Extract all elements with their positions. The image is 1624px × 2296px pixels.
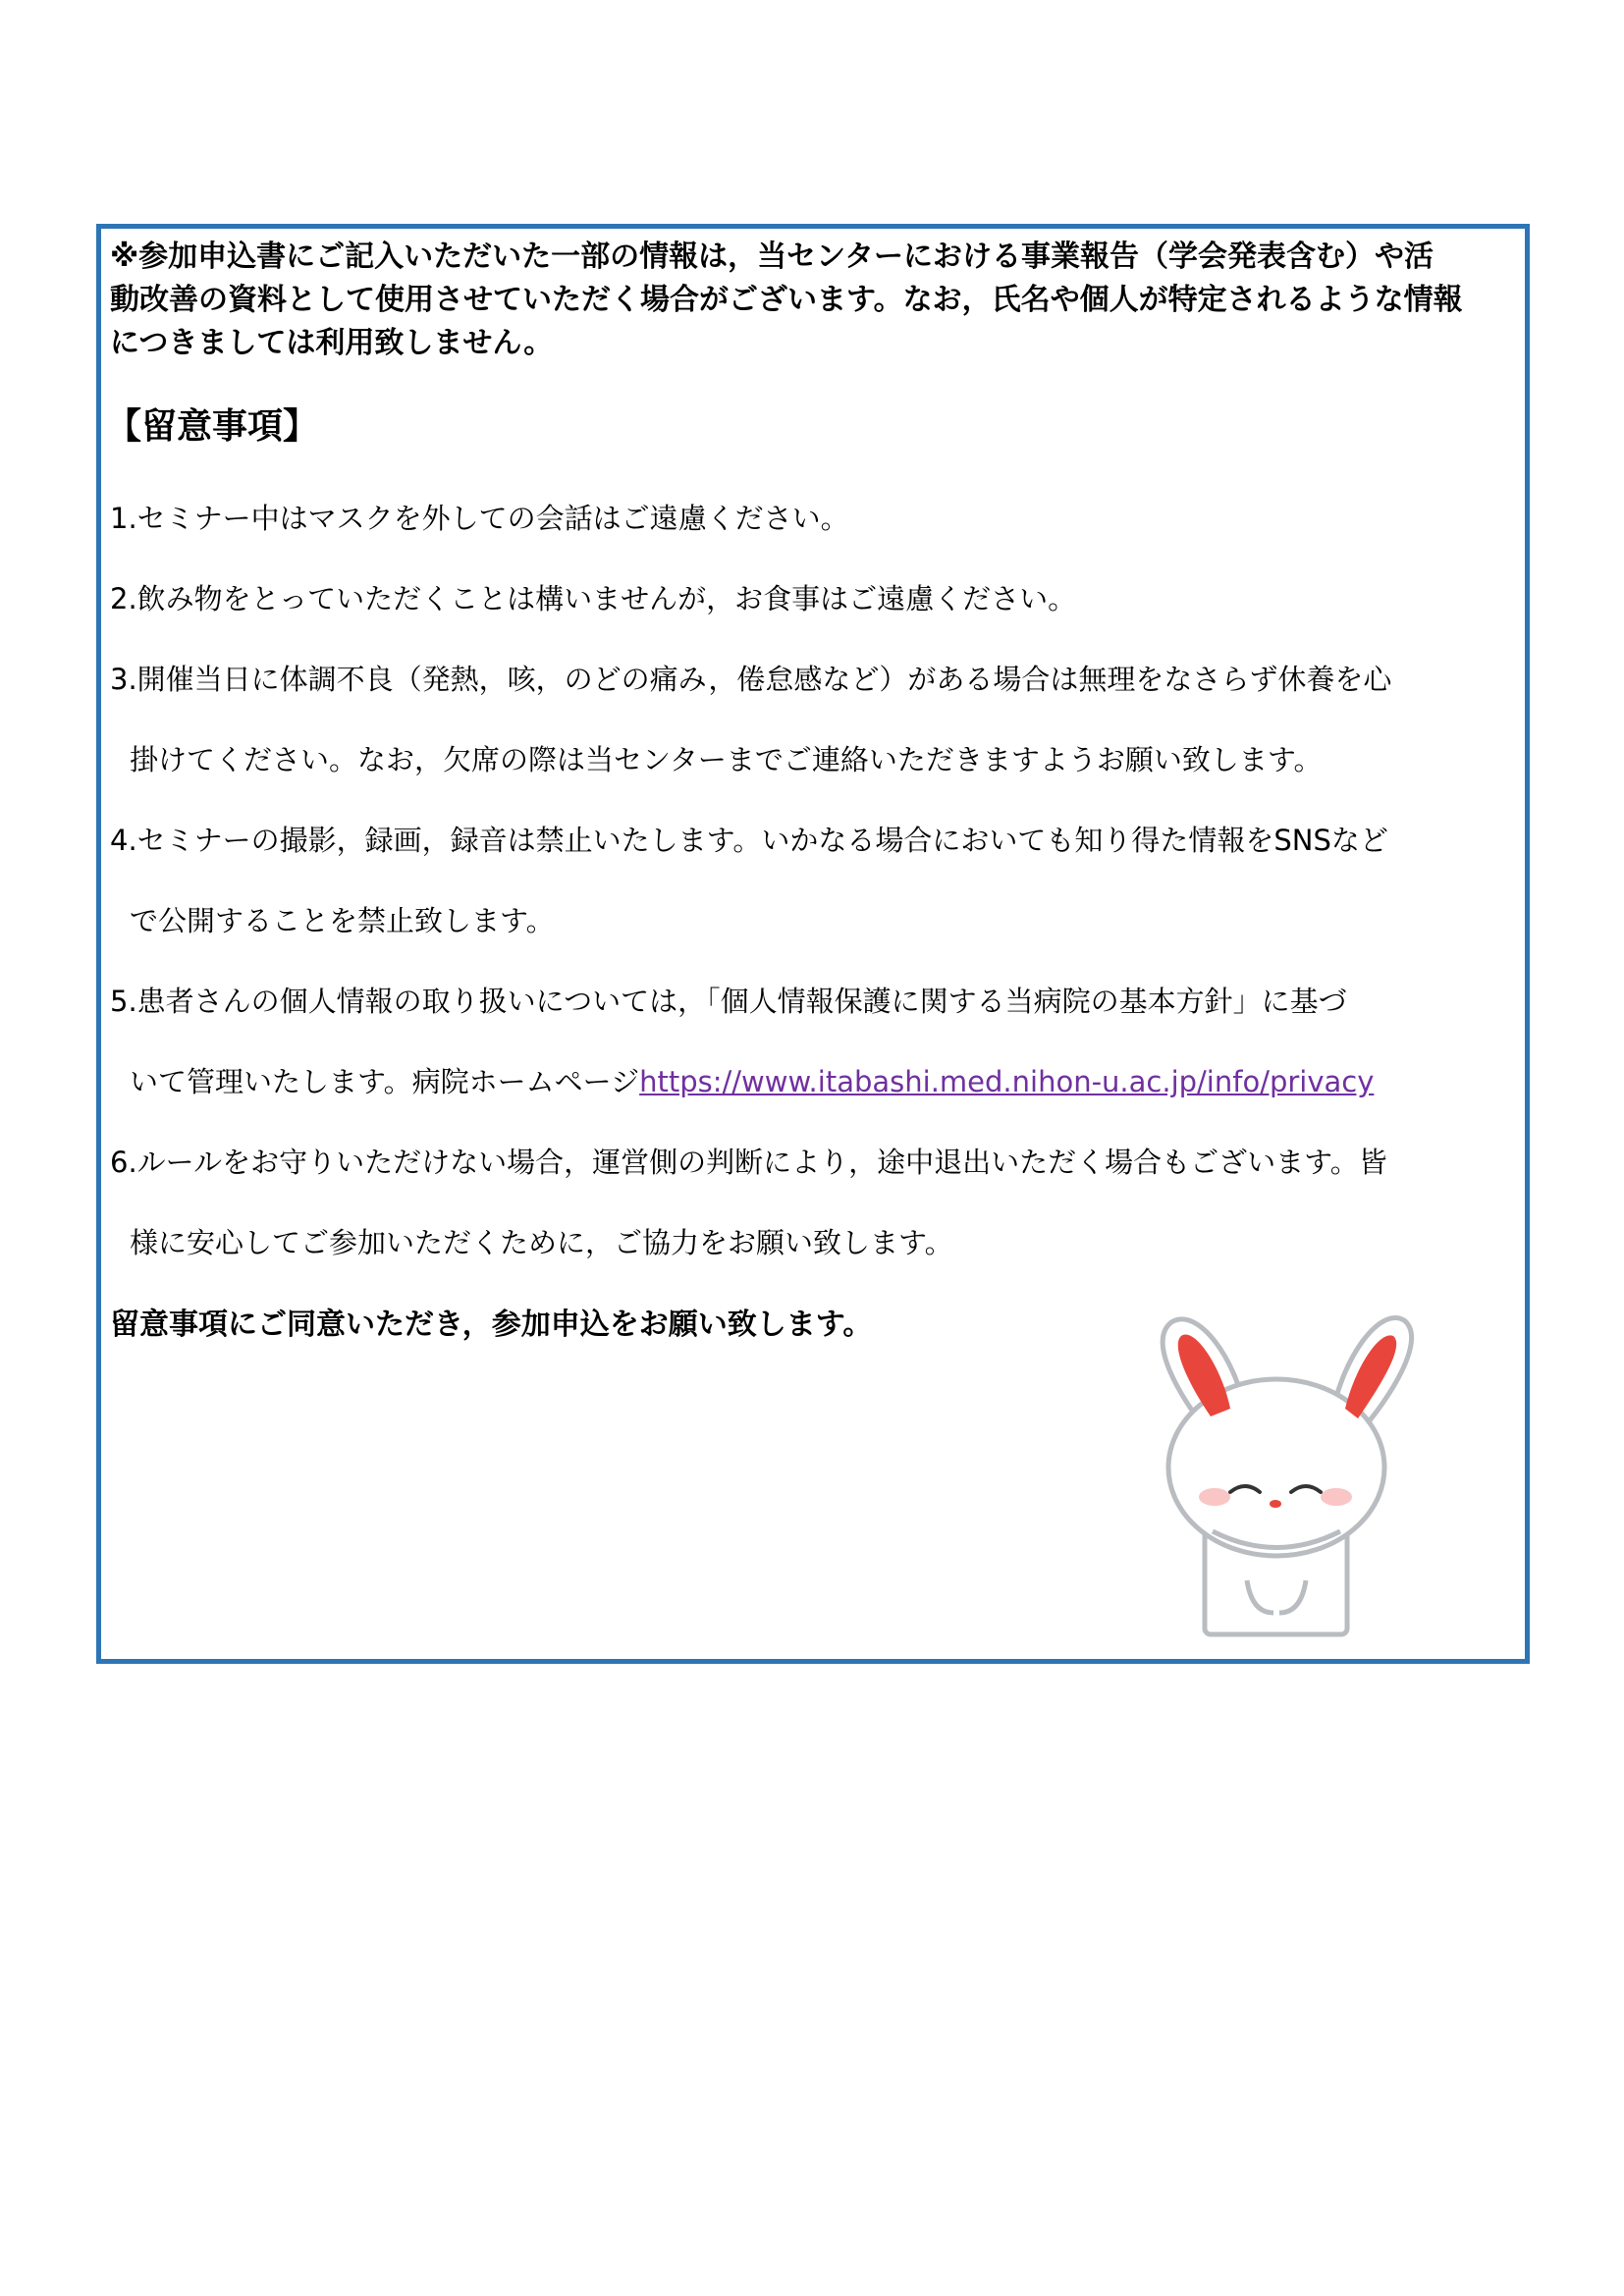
note-item-2: 2.飲み物をとっていただくことは構いませんが，お食事はご遠慮ください。: [110, 582, 1077, 615]
intro-line: ※参加申込書にご記入いただいた一部の情報は，当センターにおける事業報告（学会発表含む）や活: [110, 240, 1434, 274]
note-item-6: 6.ルールをお守りいただけない場合，運営側の判断により，途中退出いただく場合もございます。皆: [110, 1146, 1387, 1179]
note-item-3: 3.開催当日に体調不良（発熱，咳，のどの痛み，倦怠感など）がある場合は無理をなさらず休養を心: [110, 663, 1392, 696]
closing-request: 留意事項にご同意いただき，参加申込をお願い致します。: [110, 1308, 873, 1342]
privacy-policy-link[interactable]: https://www.itabashi.med.nihon-u.ac.jp/info/privacy: [639, 1065, 1375, 1098]
note-item-6-continued: 様に安心してご参加いただくために，ご協力をお願い致します。: [130, 1226, 953, 1259]
note-item-3-continued: 掛けてください。なお，欠席の際は当センターまでご連絡いただきますようお願い致します。: [130, 743, 1323, 776]
note-item-5-text: いて管理いたします。病院ホームページ: [130, 1065, 640, 1098]
note-item-1: 1.セミナー中はマスクを外しての会話はご遠慮ください。: [110, 502, 849, 535]
intro-notice: [110, 236, 1514, 365]
note-item-5-continued: [130, 1062, 1374, 1101]
note-item-5: 5.患者さんの個人情報の取り扱いについては，「個人情報保護に関する当病院の基本方針」に基づ: [110, 985, 1347, 1018]
intro-line: につきましては利用致しません。: [110, 326, 554, 360]
notes-heading: 【留意事項】: [106, 406, 319, 447]
note-item-4-continued: で公開することを禁止致します。: [130, 904, 555, 937]
bowing-rabbit-illustration: [1144, 1301, 1429, 1644]
intro-line: 動改善の資料として使用させていただく場合がございます。なお，氏名や個人が特定されるような情報: [110, 283, 1463, 317]
note-item-4: 4.セミナーの撮影，録画，録音は禁止いたします。いかなる場合においても知り得た情報をSNSなど: [110, 824, 1388, 857]
